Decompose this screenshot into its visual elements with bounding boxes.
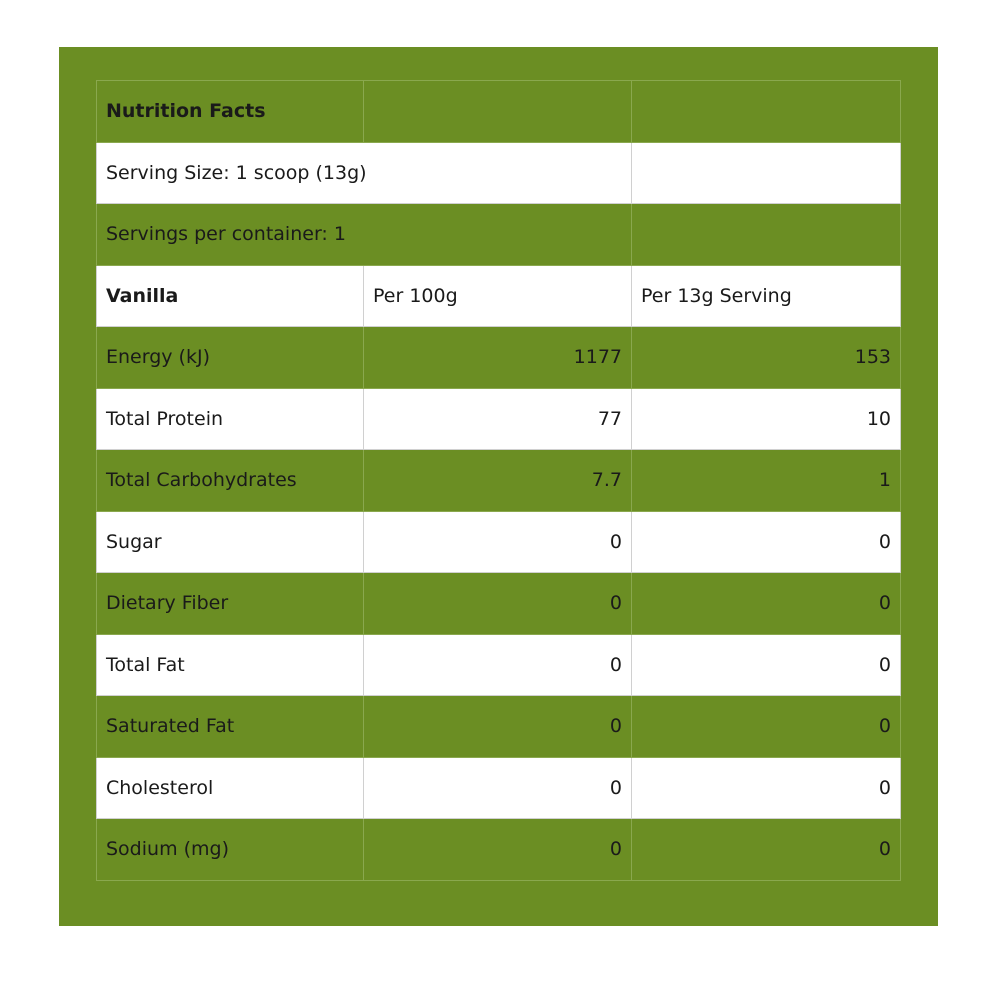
table-row	[97, 696, 901, 758]
table-title: Nutrition Facts	[97, 81, 364, 143]
table-row	[97, 819, 901, 881]
nutrition-panel	[59, 47, 938, 926]
title-row	[97, 81, 901, 143]
nutrient-label: Dietary Fiber	[97, 573, 364, 635]
column-header-row	[97, 265, 901, 327]
serving-size: Serving Size: 1 scoop (13g)	[97, 142, 632, 204]
per-serving-value: 0	[632, 757, 901, 819]
per-100g-value: 0	[364, 819, 632, 881]
nutrient-label: Total Carbohydrates	[97, 450, 364, 512]
table-row	[97, 327, 901, 389]
table-row	[97, 388, 901, 450]
table-row	[97, 511, 901, 573]
empty-cell	[632, 204, 901, 266]
serving-size-row	[97, 142, 901, 204]
empty-cell	[632, 81, 901, 143]
per-100g-value: 0	[364, 634, 632, 696]
nutrient-label: Sugar	[97, 511, 364, 573]
per-100g-value: 0	[364, 573, 632, 635]
per-100g-value: 1177	[364, 327, 632, 389]
per-serving-value: 1	[632, 450, 901, 512]
nutrition-table	[96, 80, 901, 881]
per-serving-value: 0	[632, 819, 901, 881]
per-100g-value: 7.7	[364, 450, 632, 512]
per-serving-value: 0	[632, 511, 901, 573]
nutrient-label: Total Fat	[97, 634, 364, 696]
per-serving-value: 153	[632, 327, 901, 389]
nutrient-label: Total Protein	[97, 388, 364, 450]
per-100g-value: 0	[364, 696, 632, 758]
table-row	[97, 450, 901, 512]
per-serving-value: 0	[632, 573, 901, 635]
per-serving-value: 0	[632, 634, 901, 696]
nutrient-label: Cholesterol	[97, 757, 364, 819]
table-row	[97, 573, 901, 635]
nutrient-label: Sodium (mg)	[97, 819, 364, 881]
per-100g-value: 0	[364, 757, 632, 819]
servings-per-container: Servings per container: 1	[97, 204, 632, 266]
table-row	[97, 757, 901, 819]
nutrient-label: Energy (kJ)	[97, 327, 364, 389]
empty-cell	[632, 142, 901, 204]
per-serving-value: 10	[632, 388, 901, 450]
per-100g-value: 0	[364, 511, 632, 573]
servings-per-container-row	[97, 204, 901, 266]
per-serving-value: 0	[632, 696, 901, 758]
flavor-header: Vanilla	[97, 265, 364, 327]
table-row	[97, 634, 901, 696]
empty-cell	[364, 81, 632, 143]
nutrient-label: Saturated Fat	[97, 696, 364, 758]
per-100g-header: Per 100g	[364, 265, 632, 327]
per-100g-value: 77	[364, 388, 632, 450]
per-serving-header: Per 13g Serving	[632, 265, 901, 327]
